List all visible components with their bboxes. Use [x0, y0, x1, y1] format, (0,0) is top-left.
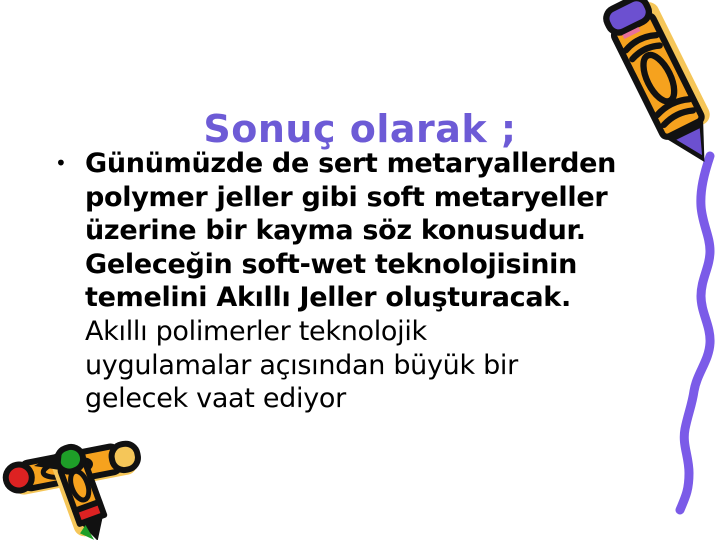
body-line: Günümüzde de sert metaryallerden	[85, 148, 617, 179]
body-line: uygulamalar açısından büyük bir	[85, 349, 518, 381]
bullet-item	[85, 147, 616, 416]
body-line: Geleceğin soft-wet teknolojisinin	[85, 248, 577, 280]
bullet-marker: •	[55, 151, 67, 175]
squiggle-line	[680, 156, 710, 510]
body-line: Akıllı polimerler teknolojik	[85, 315, 427, 347]
slide-title: Sonuç olarak ;	[203, 107, 517, 152]
bullet-list	[55, 147, 616, 416]
body-line: üzerine bir kayma söz konusudur.	[85, 215, 586, 247]
crayons-clipart-icon	[4, 442, 141, 540]
body-line: gelecek vaat ediyor	[85, 383, 346, 415]
body-line: temelini Akıllı Jeller oluşturacak.	[85, 282, 571, 314]
pencil-clipart-icon	[602, 0, 720, 174]
body-line: polymer jeller gibi soft metaryeller	[85, 181, 608, 213]
